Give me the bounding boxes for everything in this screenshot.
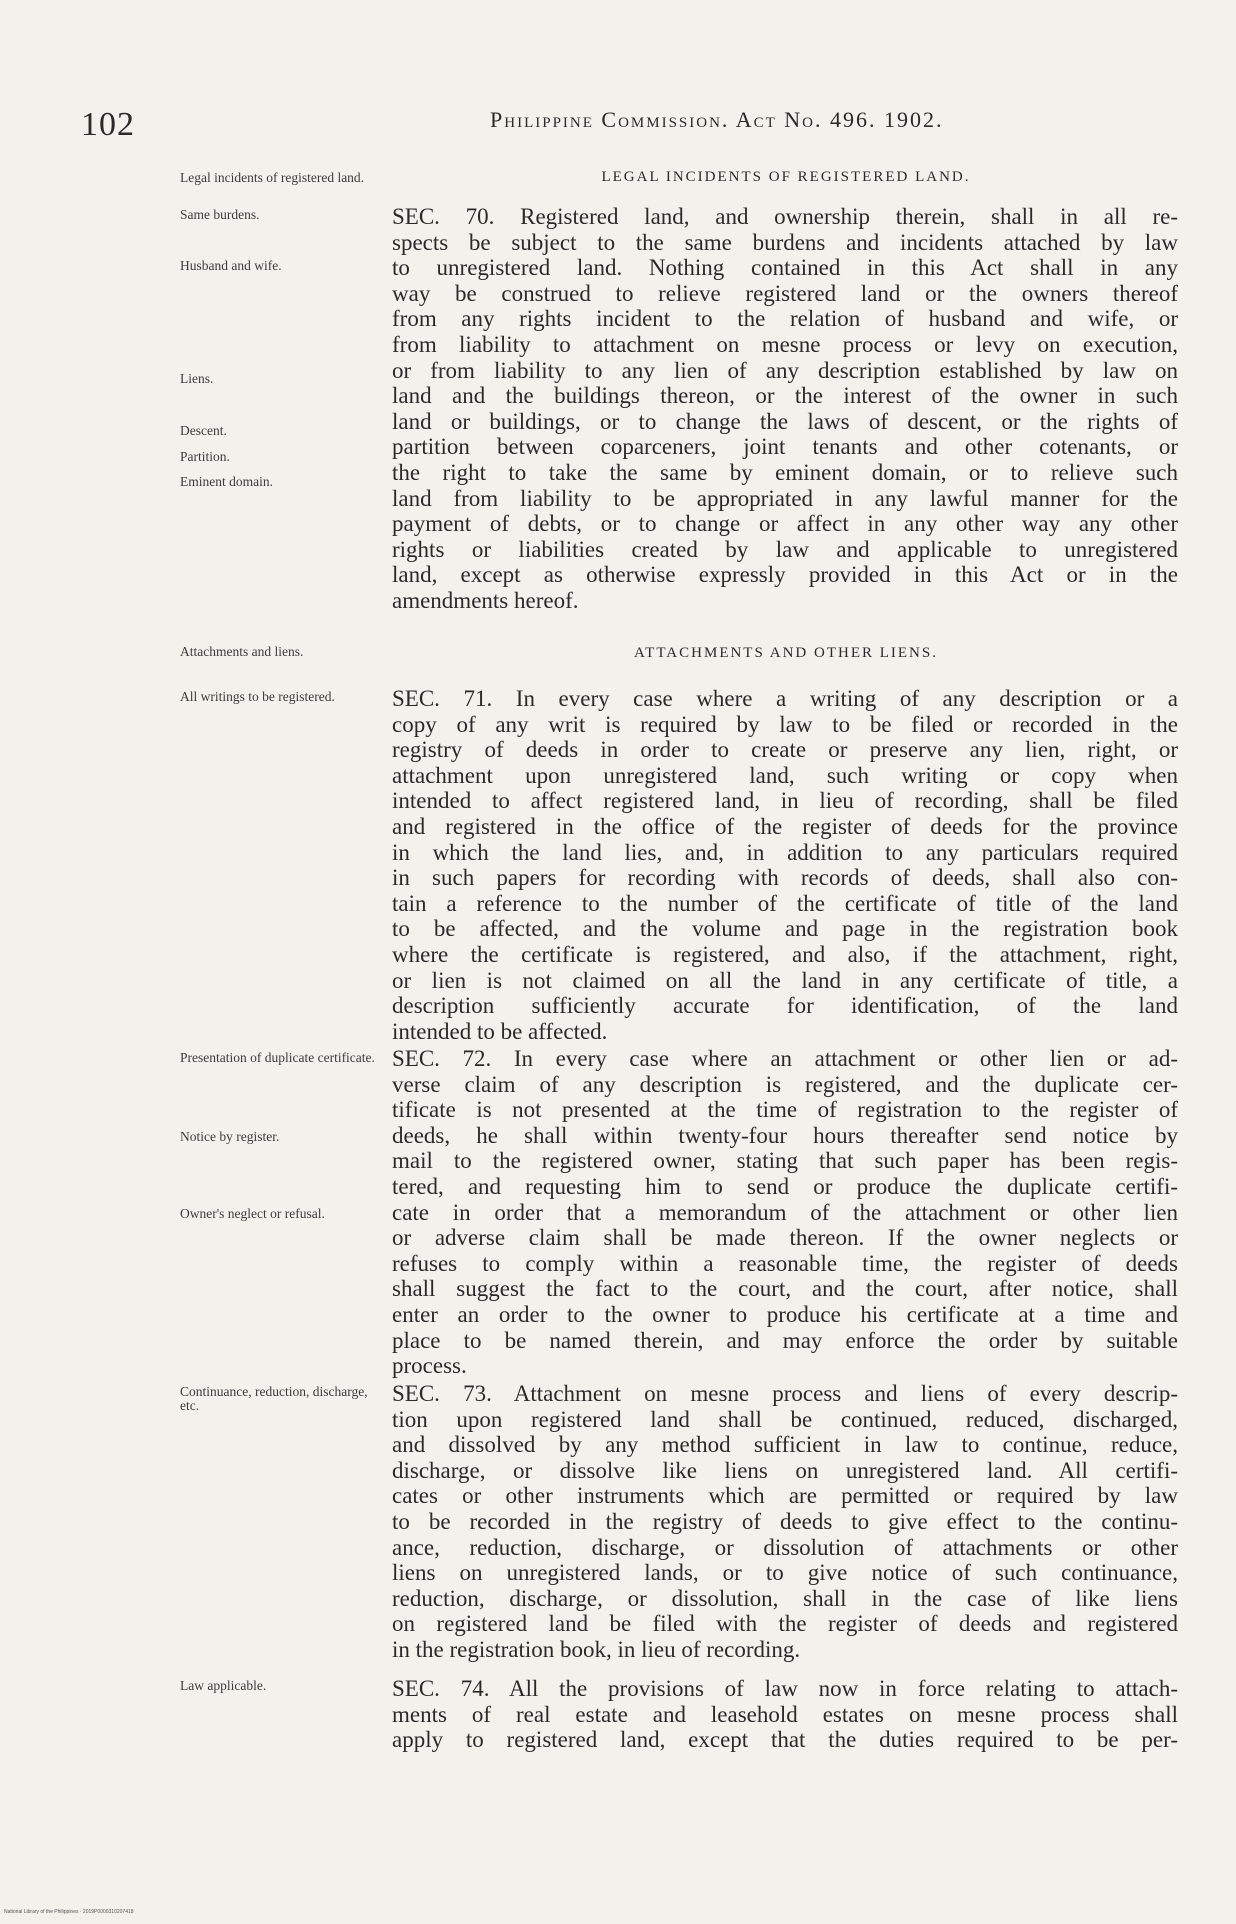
margin-note-same-burdens: Same burdens. xyxy=(180,207,260,222)
text-line: to be recorded in the registry of deeds to give effect to the continu- xyxy=(392,1508,1178,1534)
text-line: where the certificate is registered, and also, if the attachment, right, xyxy=(392,941,1178,967)
section-74 xyxy=(392,1676,1178,1753)
margin-note-husband-wife: Husband and wife. xyxy=(180,258,282,273)
text-line: registry of deeds in order to create or preserve any lien, right, or xyxy=(392,737,1178,763)
text-line: or from liability to any lien of any description established by law on xyxy=(392,357,1178,383)
text-line: or adverse claim shall be made thereon. If the owner neglects or xyxy=(392,1225,1178,1251)
text-line: partition between coparceners, joint tenants and other cotenants, or xyxy=(392,434,1178,460)
margin-note-law-applicable: Law applicable. xyxy=(180,1678,267,1693)
text-line: reduction, discharge, or dissolution, shall in the case of like liens xyxy=(392,1585,1178,1611)
text-line: deeds, he shall within twenty-four hours thereafter send notice by xyxy=(392,1122,1178,1148)
margin-note-notice: Notice by register. xyxy=(180,1129,280,1144)
margin-note-continuance: Continuance, reduction, discharge, etc. xyxy=(180,1384,368,1413)
margin-note-eminent-domain: Eminent domain. xyxy=(180,474,273,489)
section-73 xyxy=(392,1381,1178,1663)
text-line: SEC. 73. Attachment on mesne process and liens of every descrip- xyxy=(392,1381,1178,1406)
text-line: way be construed to relieve registered land or the owners thereof xyxy=(392,280,1178,306)
text-line: intended to be affected. xyxy=(392,1018,608,1044)
running-title: Philippine Commission. Act No. 496. 1902. xyxy=(490,107,944,132)
text-line: SEC. 71. In every case where a writing of any description or a xyxy=(392,686,1178,711)
text-line: refuses to comply within a reasonable time, the register of deeds xyxy=(392,1250,1178,1276)
section-72 xyxy=(392,1046,1178,1379)
text-line: and registered in the office of the register of deeds for the province xyxy=(392,813,1178,839)
text-line: mail to the registered owner, stating that such paper has been regis- xyxy=(392,1148,1178,1174)
text-line: process. xyxy=(392,1353,467,1379)
margin-note-liens: Liens. xyxy=(180,371,214,386)
text-line: cate in order that a memorandum of the attachment or other lien xyxy=(392,1199,1178,1225)
section-70 xyxy=(392,204,1178,614)
text-line: ments of real estate and leasehold estates on mesne process shall xyxy=(392,1701,1178,1727)
text-line: from any rights incident to the relation of husband and wife, or xyxy=(392,306,1178,332)
text-line: cates or other instruments which are permitted or required by law xyxy=(392,1483,1178,1509)
text-line: or lien is not claimed on all the land in any certificate of title, a xyxy=(392,967,1178,993)
text-line: rights or liabilities created by law and applicable to unregistered xyxy=(392,536,1178,562)
text-line: copy of any writ is required by law to be filed or recorded in the xyxy=(392,711,1178,737)
text-line: attachment upon unregistered land, such writing or copy when xyxy=(392,762,1178,788)
text-line: land or buildings, or to change the laws of descent, or the rights of xyxy=(392,408,1178,434)
text-line: in which the land lies, and, in addition to any particulars required xyxy=(392,839,1178,865)
text-line: spects be subject to the same burdens and incidents attached by law xyxy=(392,229,1178,255)
library-reference: National Library of the Philippines · 2019P0000310207418 xyxy=(4,1909,134,1915)
text-line: SEC. 72. In every case where an attachment or other lien or ad- xyxy=(392,1046,1178,1071)
text-line: in the registration book, in lieu of recording. xyxy=(392,1636,801,1662)
text-line: land, except as otherwise expressly provided in this Act or in the xyxy=(392,562,1178,588)
text-line: discharge, or dissolve like liens on unregistered land. All certifi- xyxy=(392,1457,1178,1483)
text-line: ance, reduction, discharge, or dissolution of attachments or other xyxy=(392,1534,1178,1560)
text-line: to unregistered land. Nothing contained in this Act shall in any xyxy=(392,255,1178,281)
text-line: land from liability to be appropriated in any lawful manner for the xyxy=(392,485,1178,511)
margin-note-owners-neglect: Owner's neglect or refusal. xyxy=(180,1206,325,1221)
text-line: amendments hereof. xyxy=(392,587,579,613)
text-line: in such papers for recording with records of deeds, shall also con- xyxy=(392,865,1178,891)
text-line: apply to registered land, except that the duties required to be per- xyxy=(392,1727,1178,1753)
text-line: from liability to attachment on mesne process or levy on execution, xyxy=(392,331,1178,357)
text-line: payment of debts, or to change or affect in any other way any other xyxy=(392,511,1178,537)
text-line: on registered land be filed with the register of deeds and registered xyxy=(392,1611,1178,1637)
margin-note-presentation: Presentation of duplicate certificate. xyxy=(180,1050,375,1065)
text-line: land and the buildings thereon, or the interest of the owner in such xyxy=(392,383,1178,409)
section-71 xyxy=(392,686,1178,1044)
text-line: tificate is not presented at the time of registration to the register of xyxy=(392,1097,1178,1123)
text-line: SEC. 74. All the provisions of law now in force relating to attach- xyxy=(392,1676,1178,1701)
section-heading-attachments: ATTACHMENTS AND OTHER LIENS. xyxy=(634,645,938,661)
text-line: SEC. 70. Registered land, and ownership therein, shall in all re- xyxy=(392,204,1178,229)
margin-note-partition: Partition. xyxy=(180,449,230,464)
text-line: shall suggest the fact to the court, and the court, after notice, shall xyxy=(392,1276,1178,1302)
margin-note-legal-incidents: Legal incidents of registered land. xyxy=(180,170,365,185)
text-line: tered, and requesting him to send or produce the duplicate certifi- xyxy=(392,1173,1178,1199)
margin-note-all-writings: All writings to be registered. xyxy=(180,689,335,704)
page-number: 102 xyxy=(81,106,135,143)
text-line: the right to take the same by eminent domain, or to relieve such xyxy=(392,459,1178,485)
margin-note-descent: Descent. xyxy=(180,423,227,438)
text-line: tain a reference to the number of the certificate of title of the land xyxy=(392,890,1178,916)
section-heading-legal-incidents: LEGAL INCIDENTS OF REGISTERED LAND. xyxy=(601,169,971,185)
text-line: verse claim of any description is registered, and the duplicate cer- xyxy=(392,1071,1178,1097)
text-line: tion upon registered land shall be continued, reduced, discharged, xyxy=(392,1406,1178,1432)
text-line: enter an order to the owner to produce his certificate at a time and xyxy=(392,1301,1178,1327)
text-line: place to be named therein, and may enforce the order by suitable xyxy=(392,1327,1178,1353)
text-line: and dissolved by any method sufficient in law to continue, reduce, xyxy=(392,1432,1178,1458)
margin-note-attachments-liens: Attachments and liens. xyxy=(180,644,304,659)
text-line: intended to affect registered land, in lieu of recording, shall be filed xyxy=(392,788,1178,814)
text-line: to be affected, and the volume and page in the registration book xyxy=(392,916,1178,942)
text-line: description sufficiently accurate for identification, of the land xyxy=(392,993,1178,1019)
text-line: liens on unregistered lands, or to give notice of such continuance, xyxy=(392,1560,1178,1586)
